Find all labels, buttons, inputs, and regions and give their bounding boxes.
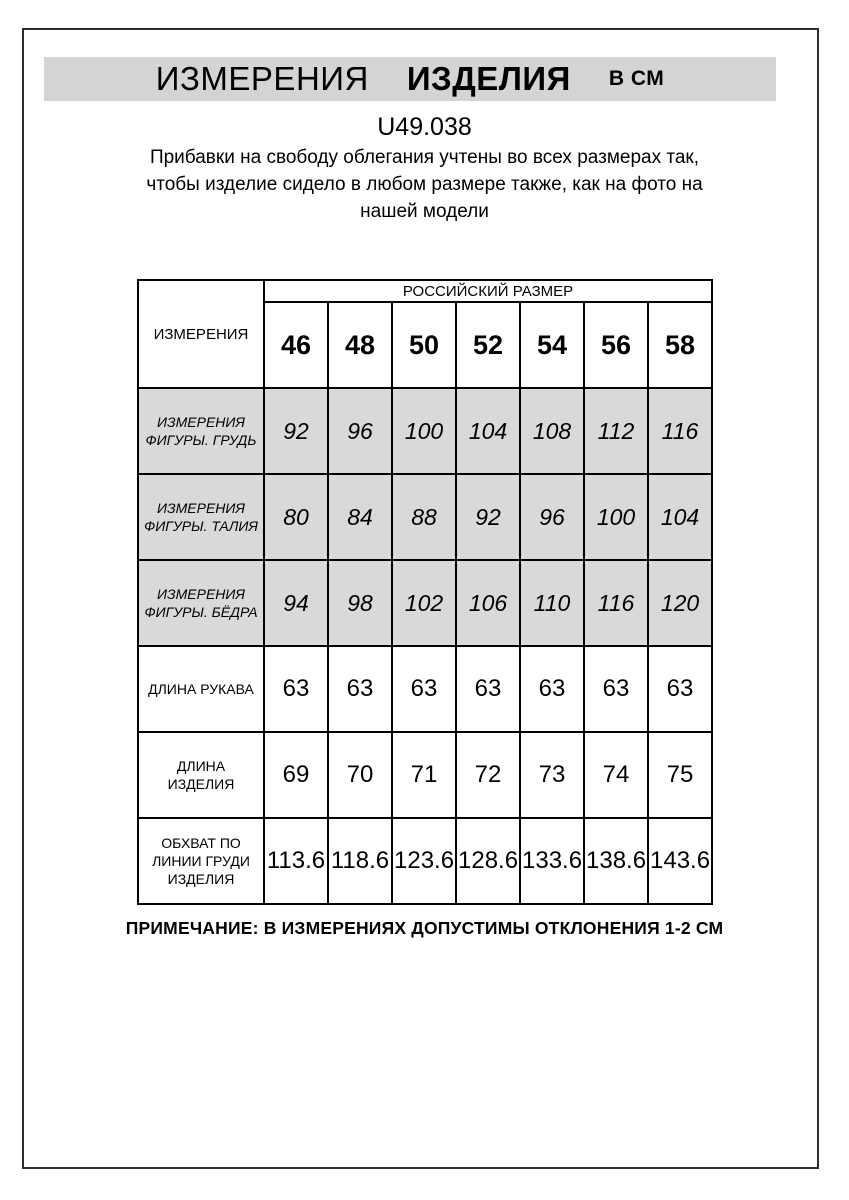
cell-value: 100 <box>584 474 648 560</box>
table-row-figure-chest <box>138 388 712 474</box>
cell-value: 74 <box>584 732 648 818</box>
cell-value: 104 <box>648 474 712 560</box>
cell-value: 63 <box>264 646 328 732</box>
note-text: ПРИМЕЧАНИЕ: В ИЗМЕРЕНИЯХ ДОПУСТИМЫ ОТКЛОНЕНИЯ 1-2 СМ <box>125 918 724 938</box>
table-corner-label: ИЗМЕРЕНИЯ <box>138 280 264 388</box>
description-line: Прибавки на свободу облегания учтены во всех размерах так, <box>149 147 700 168</box>
cell-value: 84 <box>328 474 392 560</box>
size-col-header: 52 <box>456 302 520 388</box>
cell-value: 104 <box>456 388 520 474</box>
cell-value: 98 <box>328 560 392 646</box>
row-label: ИЗМЕРЕНИЯ ФИГУРЫ. ГРУДЬ <box>138 388 264 474</box>
cell-value: 118.6 <box>328 818 392 904</box>
cell-value: 133.6 <box>520 818 584 904</box>
table-header-group-row <box>138 280 712 302</box>
row-label: ИЗМЕРЕНИЯ ФИГУРЫ. ТАЛИЯ <box>138 474 264 560</box>
size-table <box>137 279 713 905</box>
row-label: ИЗМЕРЕНИЯ ФИГУРЫ. БЁДРА <box>138 560 264 646</box>
cell-value: 73 <box>520 732 584 818</box>
cell-value: 63 <box>392 646 456 732</box>
cell-value: 88 <box>392 474 456 560</box>
cell-value: 94 <box>264 560 328 646</box>
cell-value: 72 <box>456 732 520 818</box>
cell-value: 63 <box>456 646 520 732</box>
cell-value: 102 <box>392 560 456 646</box>
size-col-header: 46 <box>264 302 328 388</box>
row-label: ДЛИНА ИЗДЕЛИЯ <box>138 732 264 818</box>
table-row-item-length <box>138 732 712 818</box>
title-measurements: ИЗМЕРЕНИЯ <box>155 60 369 97</box>
description-line: нашей модели <box>360 201 489 222</box>
cell-value: 70 <box>328 732 392 818</box>
model-code: U49.038 <box>377 113 472 141</box>
table-row-sleeve-length <box>138 646 712 732</box>
cell-value: 123.6 <box>392 818 456 904</box>
cell-value: 116 <box>584 560 648 646</box>
cell-value: 63 <box>648 646 712 732</box>
title-product: ИЗДЕЛИЯ <box>406 60 571 97</box>
table-row-figure-hips <box>138 560 712 646</box>
cell-value: 92 <box>456 474 520 560</box>
cell-value: 96 <box>520 474 584 560</box>
cell-value: 96 <box>328 388 392 474</box>
cell-value: 143.6 <box>648 818 712 904</box>
cell-value: 63 <box>520 646 584 732</box>
cell-value: 120 <box>648 560 712 646</box>
cell-value: 128.6 <box>456 818 520 904</box>
table-group-header: РОССИЙСКИЙ РАЗМЕР <box>264 280 712 302</box>
table-row-chest-girth <box>138 818 712 904</box>
row-label: ОБХВАТ ПО ЛИНИИ ГРУДИ ИЗДЕЛИЯ <box>138 818 264 904</box>
cell-value: 108 <box>520 388 584 474</box>
cell-value: 92 <box>264 388 328 474</box>
cell-value: 112 <box>584 388 648 474</box>
cell-value: 63 <box>584 646 648 732</box>
title-unit: В СМ <box>608 67 665 90</box>
table-row-figure-waist <box>138 474 712 560</box>
size-col-header: 58 <box>648 302 712 388</box>
row-label: ДЛИНА РУКАВА <box>138 646 264 732</box>
size-col-header: 50 <box>392 302 456 388</box>
cell-value: 63 <box>328 646 392 732</box>
cell-value: 110 <box>520 560 584 646</box>
size-col-header: 54 <box>520 302 584 388</box>
description-line: чтобы изделие сидело в любом размере также, как на фото на <box>146 174 703 195</box>
description-paragraph <box>0 144 849 225</box>
cell-value: 69 <box>264 732 328 818</box>
cell-value: 75 <box>648 732 712 818</box>
cell-value: 113.6 <box>264 818 328 904</box>
title-bar <box>44 57 776 101</box>
cell-value: 80 <box>264 474 328 560</box>
cell-value: 138.6 <box>584 818 648 904</box>
cell-value: 116 <box>648 388 712 474</box>
size-col-header: 48 <box>328 302 392 388</box>
cell-value: 106 <box>456 560 520 646</box>
size-col-header: 56 <box>584 302 648 388</box>
cell-value: 100 <box>392 388 456 474</box>
cell-value: 71 <box>392 732 456 818</box>
